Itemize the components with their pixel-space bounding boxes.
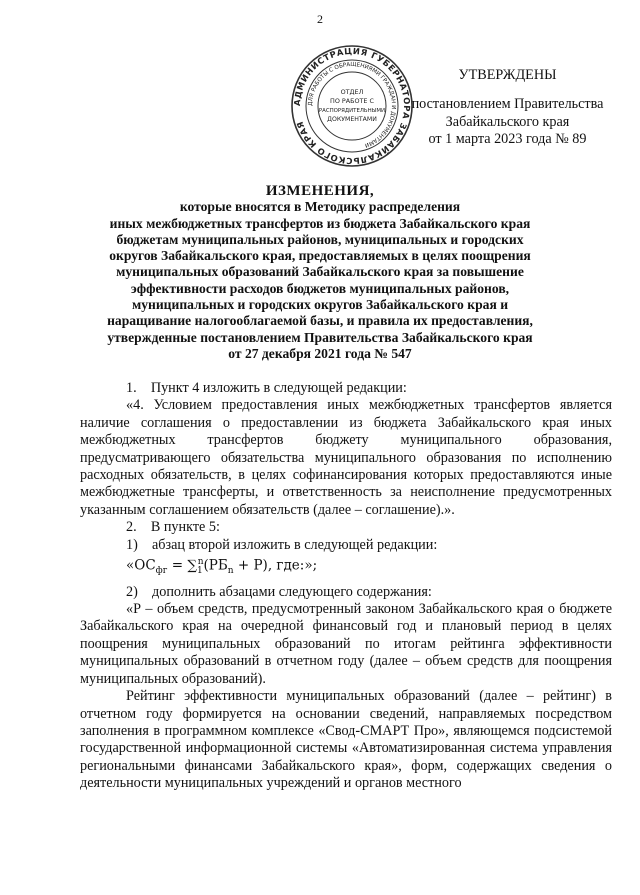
stamp-center-2: ПО РАБОТЕ С [330, 97, 374, 105]
approval-heading: УТВЕРЖДЕНЫ [458, 67, 557, 83]
title-line: иных межбюджетных трансфертов из бюджета Забайкальского края [109, 215, 531, 231]
title-line: муниципальных образований Забайкальского края за повышение [116, 264, 524, 280]
approval-line-1: постановлением Правительства [411, 96, 604, 112]
paragraph-4: 1) абзац второй изложить в следующей редакции: [126, 536, 438, 553]
paragraph-5: 2) дополнить абзацами следующего содержания: [126, 583, 432, 600]
title-heading: ИЗМЕНЕНИЯ, [265, 183, 375, 199]
title-line: эффективности расходов бюджетов муниципальных районов, [130, 280, 510, 296]
paragraph-6: «Р – объем средств, предусмотренный законом Забайкальского края о бюджете Забайкальского края на очередной финансовый год и плановый период в целях поощрения муниципальных образований по итогам рейтинга эффективности муниципальных образований в отчетном году (далее – объем средств для поощрения муниципальных образований). [80, 601, 612, 687]
document-body [80, 380, 612, 793]
approval-line-2: Забайкальского края [445, 114, 570, 130]
paragraph-1: 1. Пункт 4 изложить в следующей редакции: [126, 380, 407, 396]
document-title [80, 183, 560, 362]
title-line: которые вносятся в Методику распределения [179, 199, 461, 215]
title-line: от 27 декабря 2021 года № 547 [228, 345, 412, 361]
stamp-center-3: РАСПОРЯДИТЕЛЬНЫМИ [318, 108, 386, 114]
title-line: утвержденные постановлением Правительства Забайкальского края [107, 329, 533, 345]
paragraph-7: Рейтинг эффективности муниципальных образований (далее – рейтинг) в отчетном году формируется на основании сведений, направляемых посредством заполнения в программном комплексе «Свод-СМАРТ Про», являющемся подсистемой государственной информационной системы «Автоматизированная система управления региональными финансами Забайкальского края», форм, содержащих сведения о деятельности муниципальных учреждений и органов местного [80, 688, 612, 792]
stamp-center-1: ОТДЕЛ [340, 88, 364, 96]
formula: «$ОС_{фг} = \sum_1^n(РБ_n + Р)$, где:»; [126, 557, 318, 577]
title-line: бюджетам муниципальных районов, муниципальных и городских [116, 231, 524, 247]
paragraph-3: 2. В пункте 5: [126, 519, 220, 536]
stamp-inner-text: ДЛЯ РАБОТЫ С ОБРАЩЕНИЯМИ ГРАЖДАН И ДОКУМЕНТАМИ [307, 61, 397, 148]
stamp-outer-text: АДМИНИСТРАЦИЯ ГУБЕРНАТОРА ЗАБАЙКАЛЬСКОГО КРАЯ [291, 45, 413, 167]
title-line: наращивание налогооблагаемой базы, и правила их предоставления, [107, 313, 533, 329]
approval-line-3: от 1 марта 2023 года № 89 [428, 131, 587, 147]
page-number: 2 [317, 12, 323, 26]
title-line: муниципальных и городских округов Забайкальского края и [131, 297, 509, 313]
paragraph-2: «4. Условием предоставления иных межбюджетных трансфертов является наличие соглашения о предоставлении из бюджета Забайкальского края иных межбюджетных трансфертов бюджету муниципального образования, предусматривающего обязательства муниципального образования по исполнению расходных обязательств, в целях софинансирования которых предоставляются иные межбюджетные трансферты, и ответственность за неисполнение предусмотренных указанным соглашением обязательств (далее – соглашение).». [80, 397, 612, 518]
title-line: округов Забайкальского края, предоставляемых в целях поощрения [109, 248, 531, 264]
stamp-center-4: ДОКУМЕНТАМИ [327, 116, 377, 123]
